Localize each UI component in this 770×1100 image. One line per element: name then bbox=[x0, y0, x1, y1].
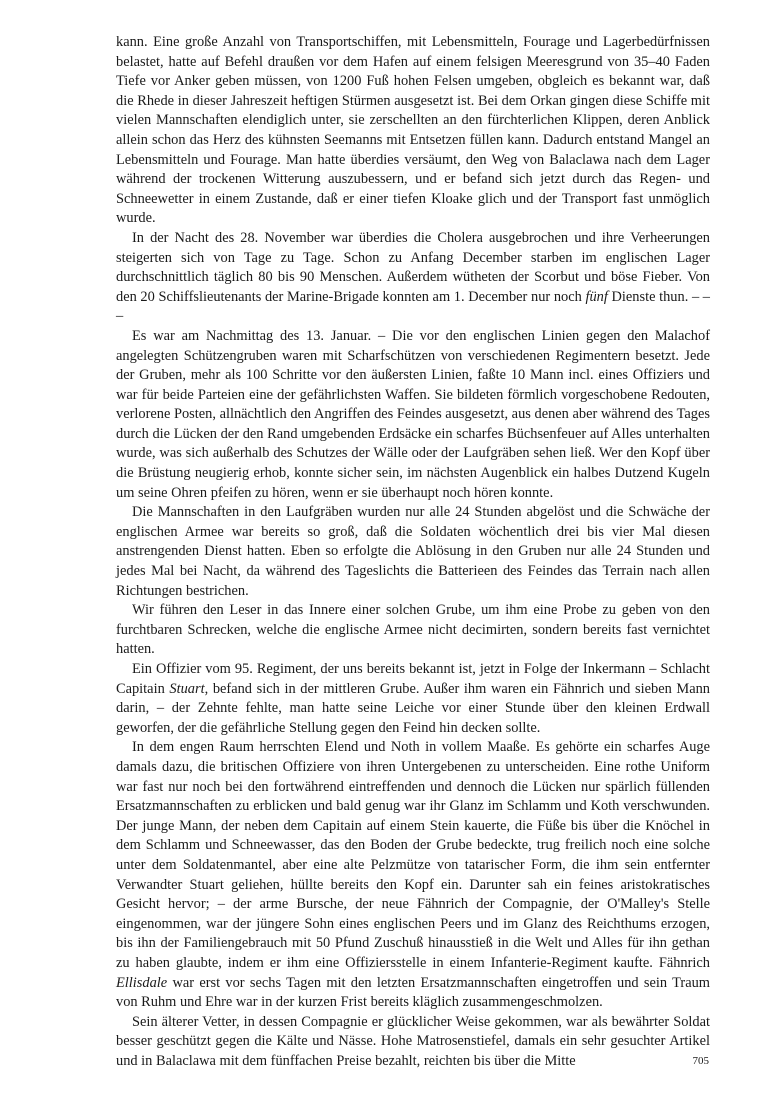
page-number: 705 bbox=[692, 1055, 709, 1067]
italic-text: fünf bbox=[585, 288, 608, 305]
text-run: kann. Eine große Anzahl von Transportschiffen, mit Lebensmitteln, Fourage und Lagerbedürfnissen belastet, hatte auf Befehl draußen vor dem Hafen auf einem felsigen Meeresgrund von 35–40 Faden Tiefe vor Anker geben müssen, von 1200 Fuß hohen Felsen umgeben, obgleich es bekannt war, daß die Rhede in dieser Jahreszeit heftigen Stürmen ausgesetzt ist. Bei dem Orkan gingen diese Schiffe mit vielen Mannschaften elendiglich unter, sie zerschellten an den fürchterlichen Klippen, deren Anblick allein schon das Herz des kühnsten Seemanns mit Entsetzen füllen kann. Dadurch entstand Mangel an Lebensmitteln und Fourage. Man hatte überdies versäumt, den Weg von Balaclawa nach dem Lager während der trockenen Witterung auszubessern, und er befand sich jetzt durch das Regen- und Schneewetter in einem Zustande, daß er einer tiefen Kloake glich und der Transport fast unmöglich wurde. bbox=[116, 34, 710, 227]
text-run: Ein Offizier vom 95. Regiment, der uns bereits bekannt ist, jetzt in Folge der Inkermann – Schlacht Capitain bbox=[116, 661, 710, 697]
paragraph bbox=[116, 660, 710, 738]
paragraph bbox=[116, 738, 710, 1012]
text-run: In dem engen Raum herrschten Elend und Noth in vollem Maaße. Es gehörte ein scharfes Auge damals dazu, die britischen Offiziere von ihren Untergebenen zu unterscheiden. Eine rothe Uniform war fast nur noch bei den fortwährend eintreffenden und dennoch die Lücken nur spärlich füllenden Ersatzmannschaften zu erblicken und bald genug war ihr Glanz im Schlamm und Koth verschwunden. Der junge Mann, der neben dem Capitain auf einem Stein kauerte, die Füße bis über die Knöchel in dem Schlamm und Schneewasser, das den Boden der Grube bedeckte, trug freilich noch eine solche unter dem Soldatenmantel, aber eine alte Pelzmütze von tatarischer Form, die ihm sein entfernter Verwandter Stuart geliehen, hüllte bereits den Kopf ein. Darunter sah ein feines aristokratisches Gesicht hervor; – der arme Bursche, der neue Fähnrich der Compagnie, der O'Malley's Stelle eingenommen, war der jüngere Sohn eines englischen Peers und im Glanz des Reichthums erzogen, bis ihn der Familiengebrauch mit 50 Pfund Zuschuß hinausstieß in die Welt und Alles für ihn gethan zu haben glaubte, indem er ihm eine Offiziersstelle in einem Infanterie-Regiment kaufte. Fähnrich bbox=[116, 739, 710, 971]
paragraph bbox=[116, 503, 710, 601]
paragraph bbox=[116, 327, 710, 503]
italic-text: Stuart bbox=[169, 680, 205, 697]
italic-text: Ellisdale bbox=[116, 974, 168, 991]
text-run: In der Nacht des 28. November war überdies die Cholera ausgebrochen und ihre Verheerungen steigerten sich von Tage zu Tage. Schon zu Anfang December starben im englischen Lager durchschnittlich täglich 80 bis 90 Menschen. Außerdem wütheten der Scorbut und böse Fieber. Von den 20 Schiffslieutenants der Marine-Brigade konnten am 1. December nur noch bbox=[116, 229, 710, 305]
paragraph bbox=[116, 1013, 710, 1072]
paragraph bbox=[116, 601, 710, 660]
text-run: Die Mannschaften in den Laufgräben wurden nur alle 24 Stunden abgelöst und die Schwäche der englischen Armee war bereits so groß, daß die Soldaten wöchentlich drei bis vier Mal diesen anstrengenden Dienst hatten. Eben so erfolgte die Ablösung in den Gruben nur alle 24 Stunden und jedes Mal bei Nacht, da während des Tageslichts die Batterieen des Feindes das Terrain nach allen Richtungen bestrichen. bbox=[116, 504, 710, 599]
paragraph bbox=[116, 33, 710, 229]
paragraph bbox=[116, 229, 710, 327]
text-run: Es war am Nachmittag des 13. Januar. – Die vor den englischen Linien gegen den Malachof angelegten Schützengruben waren mit Scharfschützen von verschiedenen Regimentern besetzt. Jede der Gruben, mehr als 100 Schritte vor den äußersten Linien, faßte 10 Mann incl. eines Offiziers und war für beide Parteien eine der gefährlichsten Waffen. Sie bildeten förmlich vorgeschobene Redouten, verlorene Posten, allnächtlich den Angriffen des Feindes ausgesetzt, aus denen aber während des Tages durch die Lücken der den Rand umgebenden Erdsäcke ein scharfes Büchsenfeuer auf Alles unterhalten wurde, was sich außerhalb des Schutzes der Wälle oder der Laufgräben sehen ließ. Wer den Kopf über die Brüstung neugierig erhob, konnte sicher sein, im nächsten Augenblick ein halbes Dutzend Kugeln um seine Ohren pfeifen zu hören, wenn er sie überhaupt noch hören konnte. bbox=[116, 327, 710, 501]
text-run: Wir führen den Leser in das Innere einer solchen Grube, um ihm eine Probe zu geben von den furchtbaren Schrecken, welche die englische Armee nicht decimirten, sondern bereits fast vernichtet hatten. bbox=[116, 602, 710, 658]
text-run: Dienste thun. – – – bbox=[116, 288, 710, 325]
text-run: war erst vor sechs Tagen mit den letzten Ersatzmannschaften eingetroffen und sein Traum von Ruhm und Ehre war in der kurzen Frist bereits kläglich zusammengeschmolzen. bbox=[116, 974, 710, 1011]
text-run: Sein älterer Vetter, in dessen Compagnie er glücklicher Weise gekommen, war als bewährter Soldat besser geschützt gegen die Kälte und Nässe. Hohe Matrosenstiefel, damals ein sehr gesuchter Artikel und in Balaclawa mit dem fünffachen Preise bezahlt, reichten bis über die Mitte bbox=[116, 1013, 710, 1069]
page-body bbox=[116, 33, 710, 1071]
text-run: , befand sich in der mittleren Grube. Außer ihm waren ein Fähnrich und sieben Mann darin, – der Zehnte fehlte, man hatte seine Leiche vor einer Stunde über den kleinen Erdwall geworfen, der die gefährliche Stellung gegen den Feind hin decken sollte. bbox=[116, 680, 710, 736]
